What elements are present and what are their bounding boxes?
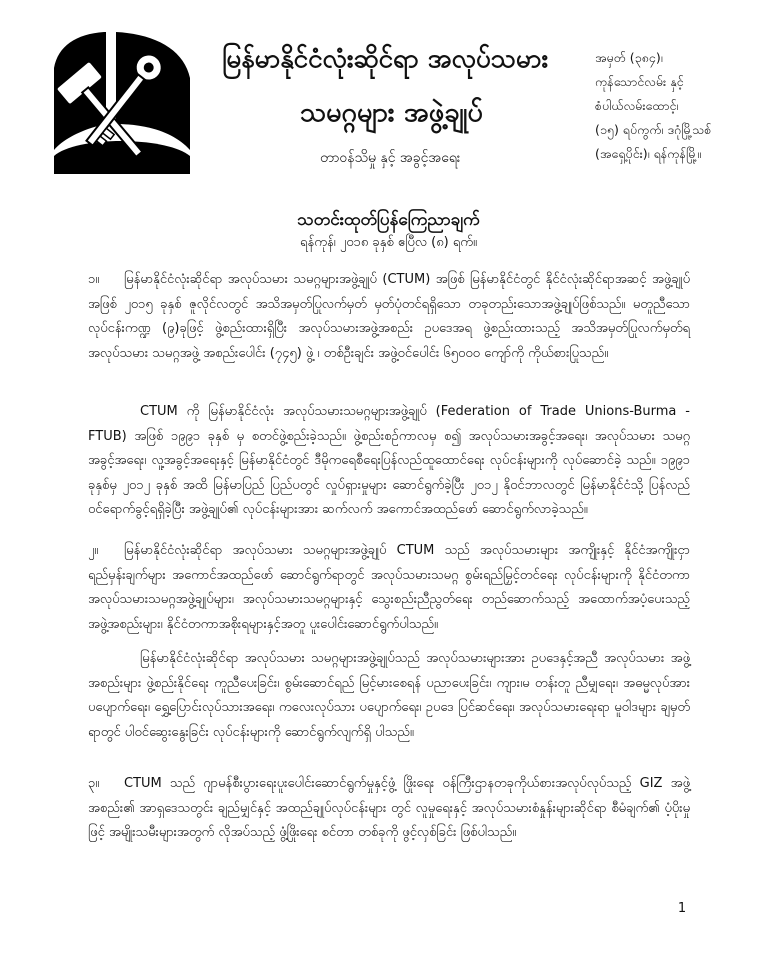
statement-date: ရန်ကုန်၊ ၂၀၁၈ ခုနှစ် ဧပြီလ (၈) ရက်။ bbox=[300, 235, 477, 250]
address-line: (အရှေ့ပိုင်း)၊ ရန်ကုန်မြို့။ bbox=[595, 146, 701, 161]
paragraph-3 bbox=[88, 539, 690, 637]
address-line: ကုန်သောင်လမ်း နှင့် bbox=[595, 74, 684, 89]
page-number: 1 bbox=[677, 901, 687, 916]
union-logo-icon bbox=[46, 28, 196, 178]
paragraph-4 bbox=[88, 647, 690, 745]
address-line: အမှတ် (၃၈၄)၊ bbox=[595, 50, 663, 65]
paragraph-1 bbox=[88, 268, 690, 366]
paragraph-text: CTUM သည် ဂျာမန်စီးပွားရေးပူးပေါင်းဆောင်ရွက်မှုနှင့်ဖွံ့ ဖြိုးရေး ဝန်ကြီးဌာနတခုကိုယ်စားအလုပ်လုပ်သည့် GIZ အဖွဲ့အစည်း၏ အာရှဒေသတွင်း ချည်မျှင်နှင့် အထည်ချုပ်လုပ်ငန်းများ တွင် လူမှုရေးနှင့် အလုပ်သမားစံနှုန်းများဆိုင်ရာ စီမံချက်၏ ပံ့ပိုးမှုဖြင့် အမျိုးသမီးများအတွက် လိုအပ်သည့် ဖွံ့ဖြိုးရေး စင်တာ တစ်ခုကို ဖွင့်လှစ်ခြင်း ဖြစ်ပါသည်။ bbox=[88, 776, 690, 840]
paragraph-2 bbox=[88, 400, 690, 523]
paragraph-number: ၂။ bbox=[88, 543, 99, 558]
org-title-line-2: သမဂ္ဂများ အဖွဲ့ချုပ် bbox=[300, 97, 483, 128]
paragraph-text: မြန်မာနိုင်ငံလုံးဆိုင်ရာ အလုပ်သမား သမဂ္ဂများအဖွဲ့ချုပ် CTUM သည် အလုပ်သမားများ အကျိုးနှင့် နိုင်ငံအကျိုးငှာ ရည်မှန်းချက်များ အကောင်အထည်ဖော် ဆောင်ရွက်ရာတွင် အလုပ်သမားသမဂ္ဂ စွမ်းရည်မြှင့်တင်ရေး လုပ်ငန်းများကို နိုင်ငံတကာအလုပ်သမားသမဂ္ဂအဖွဲ့ချုပ်များ၊ အလုပ်သမားသမဂ္ဂများနှင့် သွေးစည်းညီညွတ်ရေး တည်ဆောက်သည့် အထောက်အပံ့ပေးသည့် အဖွဲ့အစည်းများ၊ နိုင်ငံတကာအစိုးရများနှင့်အတူ ပူးပေါင်းဆောင်ရွက်ပါသည်။ bbox=[88, 543, 690, 632]
address-line: (၁၅) ရပ်ကွက်၊ ဒဂုံမြို့သစ် bbox=[595, 122, 712, 137]
paragraph-text: မြန်မာနိုင်ငံလုံးဆိုင်ရာ အလုပ်သမား သမဂ္ဂများအဖွဲ့ချုပ်သည် အလုပ်သမားများအား ဥပဒေနှင့်အညီ အလုပ်သမား အဖွဲ့အစည်းများ ဖွဲ့စည်းနိုင်ရေး ကူညီပေးခြင်း၊ စွမ်းဆောင်ရည် မြင့်မားစေရန် ပညာပေးခြင်း၊ ကျား၊မ တန်းတူ ညီမျှရေး၊ အဓမ္မလုပ်အားပပျောက်ရေး၊ ရွှေ့ပြောင်းလုပ်သားအရေး၊ ကလေးလုပ်သား ပပျောက်ရေး၊ ဥပဒေ ပြင်ဆင်ရေး၊ အလုပ်သမားရေးရာ မူဝါဒများ ချမှတ်ရာတွင် ပါဝင်ဆွေးနွေးခြင်း လုပ်ငန်းများကို ဆောင်ရွက်လျက်ရှိ ပါသည်။ bbox=[88, 651, 690, 740]
paragraph-5 bbox=[88, 772, 690, 846]
org-tagline: တာဝန်သိမှု နှင့် အခွင့်အရေး bbox=[320, 150, 461, 166]
statement-title: သတင်းထုတ်ပြန်ကြေညာချက် bbox=[297, 210, 480, 230]
address-line: စံပါယ်လမ်းထောင့်၊ bbox=[595, 98, 679, 113]
paragraph-text: CTUM ကို မြန်မာနိုင်ငံလုံး အလုပ်သမားသမဂ္ဂများအဖွဲ့ချုပ် (Federation of Trade Unions-Burma - FTUB) အဖြစ် ၁၉၉၁ ခုနှစ် မှ စတင်ဖွဲ့စည်းခဲ့သည်။ ဖွဲ့စည်းစဉ်ကာလမှ စ၍ အလုပ်သမားအခွင့်အရေး၊ အလုပ်သမား သမဂ္ဂ အခွင့်အရေး၊ လူ့အခွင့်အရေးနှင့် မြန်မာနိုင်ငံတွင် ဒီမိုကရေစီရေးပြန်လည်ထူထောင်ရေး လုပ်ငန်းများကို လုပ်ဆောင်ခဲ့ သည်။ ၁၉၉၁ ခုနှစ်မှ ၂၀၁၂ ခုနှစ် အထိ မြန်မာပြည် ပြည်ပတွင် လှုပ်ရှားမှုများ ဆောင်ရွက်ခဲ့ပြီး ၂၀၁၂ နိုဝင်ဘာလတွင် မြန်မာနိုင်ငံသို့ ပြန်လည် ဝင်ရောက်ခွင့်ရရှိခဲ့ပြီး အဖွဲ့ချုပ်၏ လုပ်ငန်းများအား ဆက်လက် အကောင်အထည်ဖော် ဆောင်ရွက်လာခဲ့သည်။ bbox=[88, 404, 690, 517]
org-address bbox=[595, 46, 770, 166]
org-title-line-1: မြန်မာနိုင်ငံလုံးဆိုင်ရာ အလုပ်သမား bbox=[222, 44, 549, 74]
paragraph-number: ၃။ bbox=[88, 776, 100, 791]
paragraph-text: မြန်မာနိုင်ငံလုံးဆိုင်ရာ အလုပ်သမား သမဂ္ဂများအဖွဲ့ချုပ် (CTUM) အဖြစ် မြန်မာနိုင်ငံတွင် နိုင်ငံလုံးဆိုင်ရာအဆင့် အဖွဲ့ချုပ်အဖြစ် ၂၀၁၅ ခုနှစ် ဇူလိုင်လတွင် အသိအမှတ်ပြုလက်မှတ် မှတ်ပုံတင်ရရှိသော တခုတည်းသောအဖွဲ့ချုပ်ဖြစ်သည်။ မတူညီသောလုပ်ငန်းကဏ္ဍ (၉)ခုဖြင့် ဖွဲ့စည်းထားရှိပြီး အလုပ်သမားအဖွဲ့အစည်း ဥပဒေအရ ဖွဲ့စည်းထားသည့် အသိအမှတ်ပြုလက်မှတ်ရ အလုပ်သမား သမဂ္ဂအဖွဲ့ အစည်းပေါင်း (၇၄၅) ဖွဲ့ ၊ တစ်ဦးချင်း အဖွဲ့ဝင်ပေါင်း ၆၅၀၀၀ ကျော်ကို ကိုယ်စားပြုသည်။ bbox=[88, 272, 690, 361]
paragraph-number: ၁။ bbox=[88, 272, 100, 287]
